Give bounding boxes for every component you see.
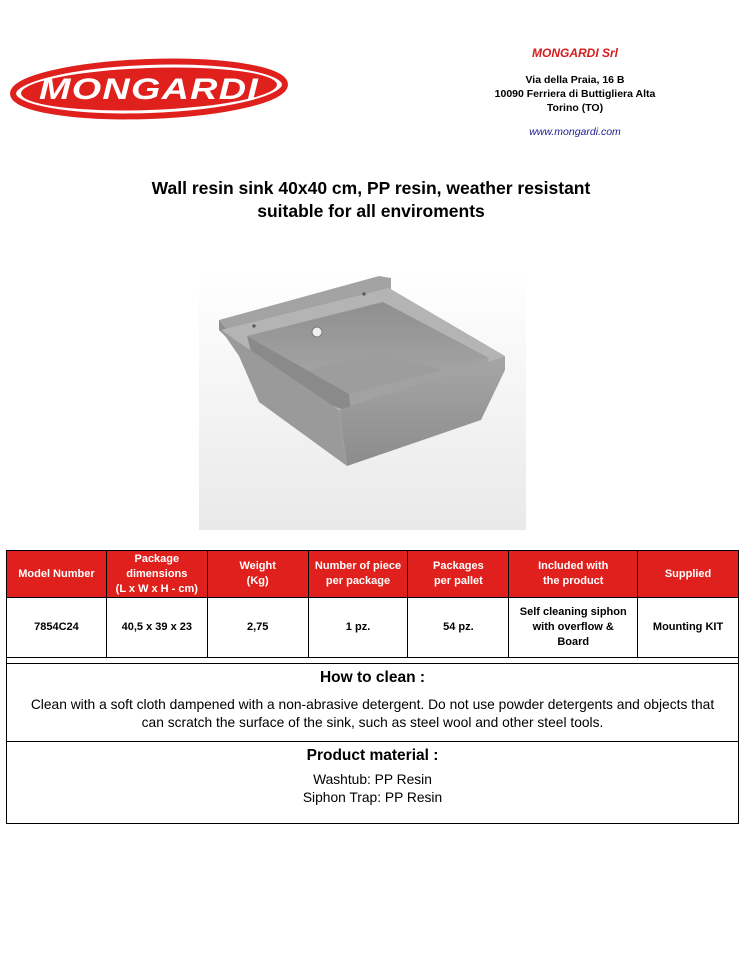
product-material-text (7, 771, 738, 807)
address-line-province: Torino (TO) (546, 102, 604, 114)
logo-text: MONGARDI (39, 73, 259, 106)
cell-package-dimensions: 40,5 x 39 x 23 (106, 598, 207, 658)
cell-included: Self cleaning siphon with overflow & Board (509, 598, 638, 658)
material-washtub: Washtub: PP Resin (313, 772, 432, 787)
table-row (7, 598, 739, 658)
product-material-section (6, 741, 739, 824)
wall-sink-image (199, 270, 526, 530)
cell-supplied: Mounting KIT (638, 598, 739, 658)
page-title (0, 177, 742, 223)
company-name: MONGARDI Srl (531, 46, 618, 60)
header-package-dimensions: Package dimensions (L x W x H - cm) (106, 551, 207, 598)
header-packages-per-pallet: Packages per pallet (408, 551, 509, 598)
header-included: Included with the product (509, 551, 638, 598)
header-model-number: Model Number (7, 551, 107, 598)
company-website-link[interactable]: www.mongardi.com (529, 126, 621, 138)
company-address (470, 73, 680, 115)
spec-table-header-row (7, 551, 739, 598)
material-siphon: Siphon Trap: PP Resin (302, 790, 443, 805)
cell-pieces-per-package: 1 pz. (308, 598, 408, 658)
header-supplied: Supplied (638, 551, 739, 598)
product-material-title: Product material : (306, 747, 439, 764)
title-line-2: suitable for all enviroments (257, 201, 485, 221)
header-weight: Weight (Kg) (207, 551, 308, 598)
title-line-1: Wall resin sink 40x40 cm, PP resin, weather resistant (151, 178, 591, 198)
mongardi-logo (10, 58, 288, 120)
address-line-street: Via della Praia, 16 B (525, 74, 625, 86)
cell-weight: 2,75 (207, 598, 308, 658)
cell-model-number: 7854C24 (7, 598, 107, 658)
spec-table (6, 550, 739, 658)
how-to-clean-text: Clean with a soft cloth dampened with a non-abrasive detergent. Do not use powder detergents and objects that can scratch the surface of the sink, such as steel wool and other steel tools. (30, 697, 715, 730)
company-info (470, 46, 680, 138)
header-pieces-per-package: Number of piece per package (308, 551, 408, 598)
address-line-city: 10090 Ferriera di Buttigliera Alta (494, 88, 656, 100)
cell-packages-per-pallet: 54 pz. (408, 598, 509, 658)
how-to-clean-title: How to clean : (319, 669, 426, 686)
how-to-clean-section (6, 663, 739, 742)
